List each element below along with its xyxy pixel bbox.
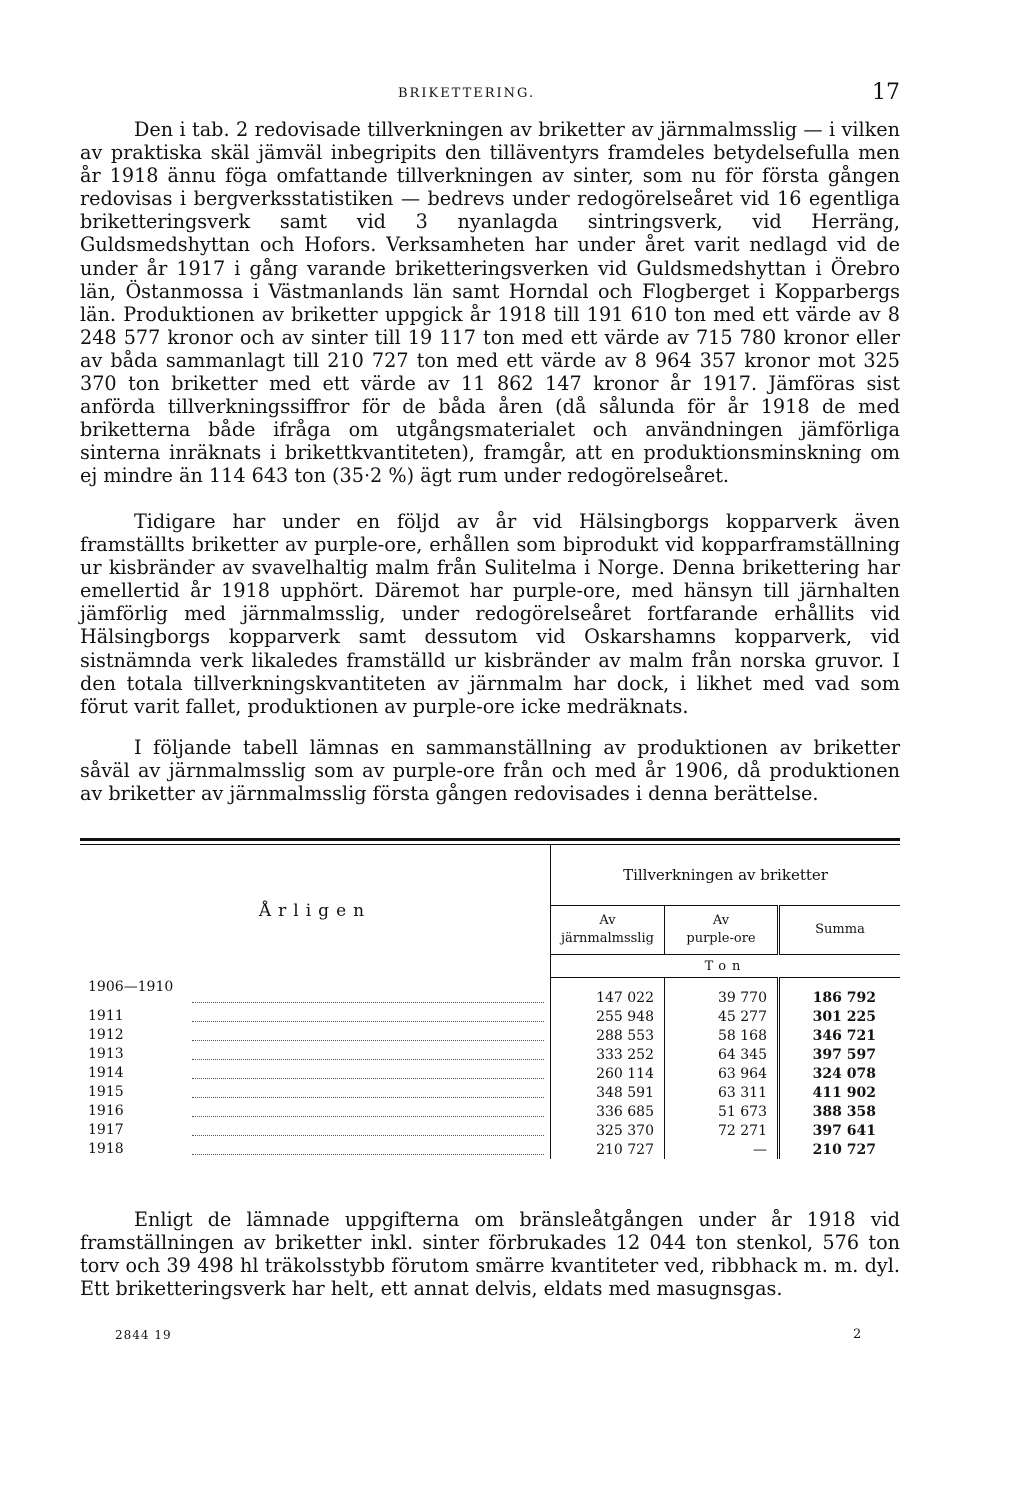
dot-leader bbox=[192, 1078, 544, 1079]
dot-leader bbox=[192, 1021, 544, 1022]
year-cell bbox=[80, 1140, 551, 1159]
slig-cell: 260 114 bbox=[551, 1064, 665, 1083]
table-row bbox=[80, 1121, 900, 1140]
column-header-purple-line2: purple-ore bbox=[686, 931, 756, 946]
production-table bbox=[80, 838, 900, 1159]
table-row bbox=[80, 1026, 900, 1045]
paragraph-3-block bbox=[80, 736, 900, 805]
slig-cell: 333 252 bbox=[551, 1045, 665, 1064]
dot-leader bbox=[192, 1002, 544, 1003]
purple-cell: 58 168 bbox=[665, 1026, 779, 1045]
year-label: 1915 bbox=[88, 1084, 128, 1100]
table-row bbox=[80, 1007, 900, 1026]
paragraph-1-block bbox=[80, 118, 900, 488]
printer-signature: 2844 19 bbox=[115, 1328, 172, 1342]
production-data-table bbox=[80, 845, 900, 1159]
column-header-slig-line1: Av bbox=[599, 913, 616, 928]
slig-cell: 325 370 bbox=[551, 1121, 665, 1140]
slig-cell: 288 553 bbox=[551, 1026, 665, 1045]
dot-leader bbox=[192, 1097, 544, 1098]
page-number: 17 bbox=[872, 80, 900, 105]
year-label: 1906—1910 bbox=[88, 979, 177, 995]
group-column-header: Tillverkningen av briketter bbox=[551, 845, 901, 906]
column-header-slig bbox=[551, 906, 665, 955]
unit-header: Ton bbox=[551, 955, 901, 978]
year-column-header: Årligen bbox=[80, 845, 551, 978]
year-cell bbox=[80, 1026, 551, 1045]
summa-cell: 411 902 bbox=[812, 1084, 876, 1101]
year-label: 1918 bbox=[88, 1141, 128, 1157]
column-header-slig-line2: järnmalmsslig bbox=[561, 931, 654, 946]
dot-leader bbox=[192, 1059, 544, 1060]
purple-cell: 72 271 bbox=[665, 1121, 779, 1140]
column-header-purple bbox=[665, 906, 779, 955]
slig-cell: 348 591 bbox=[551, 1083, 665, 1102]
year-label: 1914 bbox=[88, 1065, 128, 1081]
paragraph-3: I följande tabell lämnas en sammanställning av produktionen av briketter såväl av järnmalmsslig som av purple-ore från och med år 1906, då produktionen av briketter av järnmalmsslig första gången redovisades i denna berättelse. bbox=[80, 736, 900, 806]
summa-cell: 397 641 bbox=[812, 1122, 876, 1139]
year-label: 1912 bbox=[88, 1027, 128, 1043]
table-row bbox=[80, 1083, 900, 1102]
table-top-rule bbox=[80, 838, 900, 841]
dot-leader bbox=[192, 1154, 544, 1155]
table-row bbox=[80, 1102, 900, 1121]
running-head: BRIKETTERING. bbox=[398, 86, 536, 101]
summa-cell: 301 225 bbox=[812, 1008, 876, 1025]
paragraph-1: Den i tab. 2 redovisade tillverkningen av briketter av järnmalmsslig — i vilken av praktiska skäl jämväl inbegripits den tilläventyrs framdeles betydelsefulla men år 1918 ännu föga omfattande tillverkningen av sinter, som nu för första gången redovisas i bergverksstatistiken — bedrevs under redogörelseåret vid 16 egentliga briketteringsverk samt vid 3 nyanlagda sintringsverk, vid Herräng, Guldsmedshyttan och Hofors. Verksamheten har under året varit nedlagd vid de under år 1917 i gång varande briketteringsverken vid Guldsmedshyttan i Örebro län, Östanmossa i Västmanlands län samt Horndal och Flogberget i Kopparbergs län. Produktionen av briketter uppgick år 1918 till 191 610 ton med ett värde av 8 248 577 kronor och av sinter till 19 117 ton med ett värde av 715 780 kronor eller av båda sammanlagt till 210 727 ton med ett värde av 8 964 357 kronor mot 325 370 ton briketter med ett värde av 11 862 147 kronor år 1917. Jämföras sist anförda tillverkningssiffror för de båda åren (då sålunda för år 1918 de med briketterna både ifråga om utgångsmaterialet och användningen jämförliga sinterna inräknats i brikettkvantiteten), framgår, att en produktionsminskning om ej mindre än 114 643 ton (35·2 %) ägt rum under redogörelseåret. bbox=[80, 118, 900, 488]
purple-cell: 63 964 bbox=[665, 1064, 779, 1083]
column-header-summa: Summa bbox=[779, 906, 901, 955]
summa-cell: 346 721 bbox=[812, 1027, 876, 1044]
slig-cell: 255 948 bbox=[551, 1007, 665, 1026]
purple-cell: — bbox=[665, 1140, 779, 1159]
summa-cell: 324 078 bbox=[812, 1065, 876, 1082]
purple-cell: 39 770 bbox=[665, 978, 779, 1008]
paragraph-4: Enligt de lämnade uppgifterna om bränsleåtgången under år 1918 vid framställningen av briketter inkl. sinter förbrukades 12 044 ton stenkol, 576 ton torv och 39 498 hl träkolsstybb förutom smärre kvantiteter ved, ribbhack m. m. dyl. Ett briketteringsverk har helt, ett annat delvis, eldats med masugnsgas. bbox=[80, 1208, 900, 1301]
column-header-purple-line1: Av bbox=[712, 913, 730, 928]
year-label: 1913 bbox=[88, 1046, 128, 1062]
year-cell bbox=[80, 978, 551, 1008]
sheet-number: 2 bbox=[853, 1327, 862, 1342]
slig-cell: 336 685 bbox=[551, 1102, 665, 1121]
slig-cell: 210 727 bbox=[551, 1140, 665, 1159]
year-label: 1917 bbox=[88, 1122, 128, 1138]
purple-cell: 51 673 bbox=[665, 1102, 779, 1121]
dot-leader bbox=[192, 1135, 544, 1136]
year-label: 1911 bbox=[88, 1008, 128, 1024]
table-row bbox=[80, 1140, 900, 1159]
paragraph-4-block bbox=[80, 1208, 900, 1300]
table-row bbox=[80, 1064, 900, 1083]
purple-cell: 63 311 bbox=[665, 1083, 779, 1102]
purple-cell: 45 277 bbox=[665, 1007, 779, 1026]
table-body bbox=[80, 978, 900, 1160]
table-row bbox=[80, 1045, 900, 1064]
paragraph-2: Tidigare har under en följd av år vid Hälsingborgs kopparverk även framställts briketter av purple-ore, erhållen som biprodukt vid kopparframställning ur kisbränder av svavelhaltig malm från Sulitelma i Norge. Denna brikettering har emellertid år 1918 upphört. Däremot har purple-ore, med hänsyn till järnhalten jämförlig med järnmalmsslig, under redogörelseåret fortfarande erhållits vid Hälsingborgs kopparverk samt dessutom vid Oskarshamns kopparverk, vid sistnämnda verk likaledes framställd ur kisbränder av malm från norska gruvor. I den totala tillverkningskvantiteten av järnmalm har dock, i likhet med vad som förut varit fallet, produktionen av purple-ore icke medräknats. bbox=[80, 510, 900, 718]
summa-cell: 186 792 bbox=[812, 989, 876, 1006]
summa-cell: 397 597 bbox=[812, 1046, 876, 1063]
year-cell bbox=[80, 1064, 551, 1083]
summa-cell: 210 727 bbox=[812, 1141, 876, 1158]
purple-cell: 64 345 bbox=[665, 1045, 779, 1064]
year-cell bbox=[80, 1045, 551, 1064]
dot-leader bbox=[192, 1040, 544, 1041]
year-cell bbox=[80, 1102, 551, 1121]
dot-leader bbox=[192, 1116, 544, 1117]
year-cell bbox=[80, 1007, 551, 1026]
summa-cell: 388 358 bbox=[812, 1103, 876, 1120]
year-cell bbox=[80, 1121, 551, 1140]
year-cell bbox=[80, 1083, 551, 1102]
table-row bbox=[80, 978, 900, 1008]
slig-cell: 147 022 bbox=[551, 978, 665, 1008]
paragraph-2-block bbox=[80, 510, 900, 718]
year-label: 1916 bbox=[88, 1103, 128, 1119]
